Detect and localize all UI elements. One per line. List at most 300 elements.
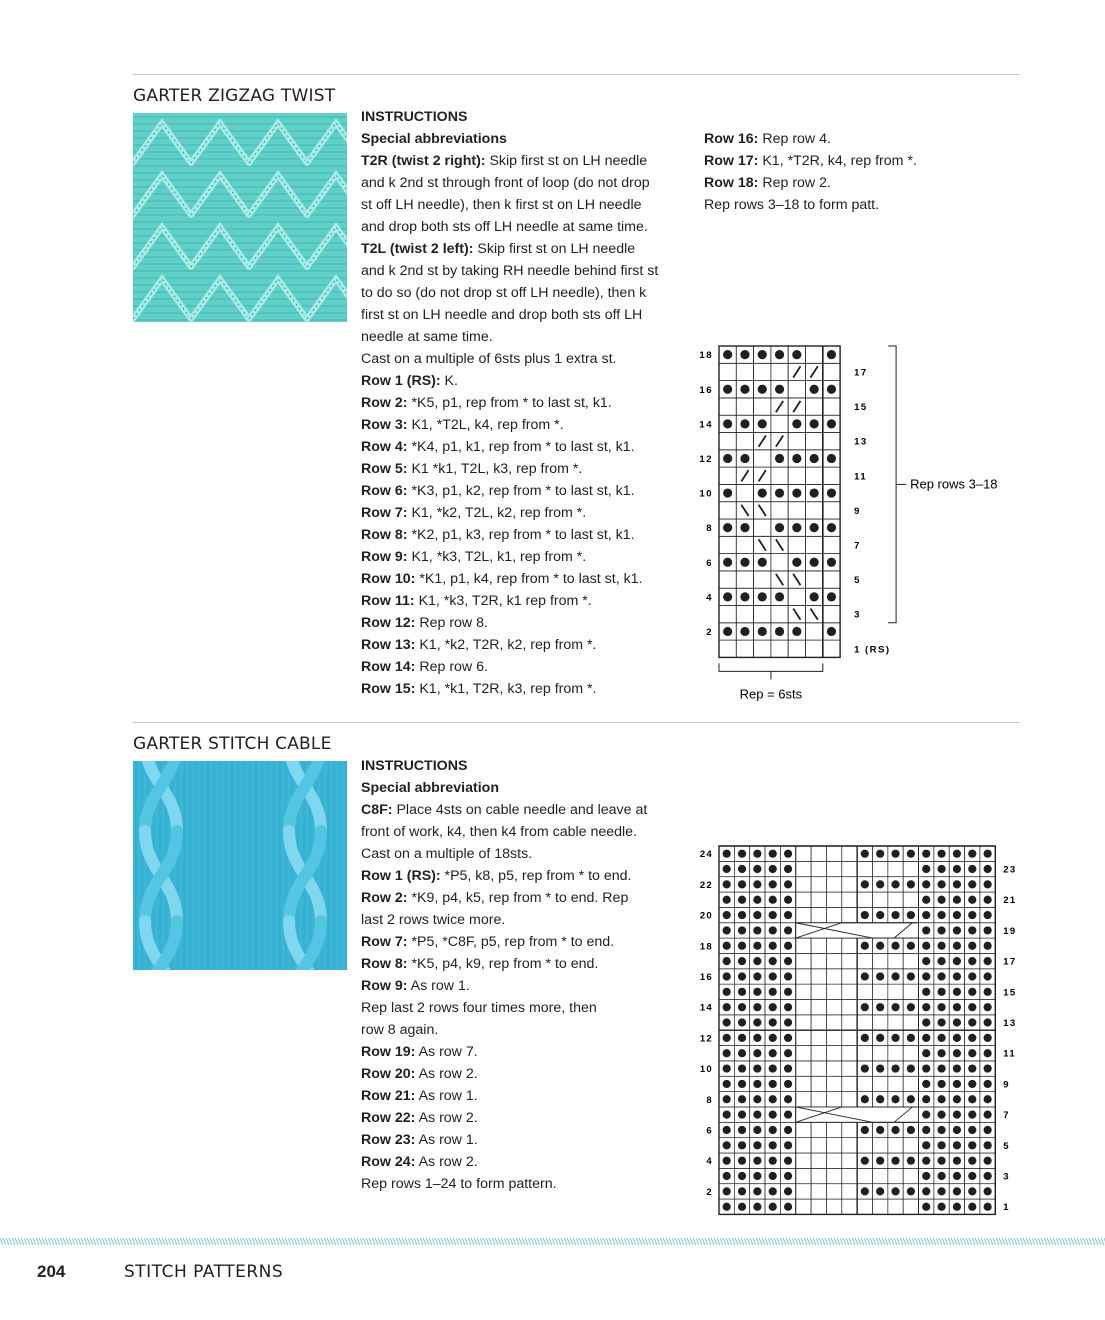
chart-cell (842, 1122, 857, 1137)
purl-dot (738, 896, 746, 904)
chart-cell (823, 536, 840, 553)
purl-dot (769, 942, 777, 950)
purl-dot (738, 942, 746, 950)
purl-dot (784, 1141, 792, 1149)
chart-cell (811, 984, 826, 999)
purl-dot (953, 865, 961, 873)
chart-cell (754, 398, 771, 415)
purl-dot (922, 911, 930, 919)
chart-cell (857, 1168, 872, 1183)
purl-dot (753, 880, 761, 888)
purl-dot (740, 385, 749, 394)
instructions-column-1 (361, 755, 691, 1195)
purl-dot (784, 957, 792, 965)
instruction-line: Row 4: *K4, p1, k1, rep from * to last st, k1. (361, 439, 635, 455)
purl-dot (738, 1172, 746, 1180)
purl-dot (922, 957, 930, 965)
instruction-line: Row 21: As row 1. (361, 1088, 478, 1104)
purl-dot (723, 880, 731, 888)
purl-dot (968, 926, 976, 934)
purl-dot (937, 942, 945, 950)
chart-cell (888, 1199, 903, 1214)
instruction-line: Row 11: K1, *k3, T2R, k1 rep from *. (361, 593, 592, 609)
purl-dot (723, 1141, 731, 1149)
purl-dot (876, 1095, 884, 1103)
row-number-right: 11 (854, 471, 868, 483)
row-label: Row 15: (361, 681, 416, 697)
purl-dot (723, 1172, 731, 1180)
chart-cell (754, 450, 771, 467)
purl-dot (968, 896, 976, 904)
chart-cell (796, 1000, 811, 1015)
purl-dot (738, 926, 746, 934)
instruction-line: and k 2nd st through front of loop (do not drop (361, 175, 650, 191)
purl-dot (723, 926, 731, 934)
instruction-line: Row 6: *K3, p1, k2, rep from * to last st, k1. (361, 483, 635, 499)
row-number-right: 7 (1003, 1110, 1010, 1122)
purl-dot (758, 627, 767, 636)
purl-dot (953, 1141, 961, 1149)
row-number-right: 17 (1003, 956, 1017, 968)
purl-dot (984, 926, 992, 934)
chart-cell (796, 938, 811, 953)
chart-cell (736, 363, 753, 380)
swatch-photo-garter-zigzag-twist (133, 113, 347, 322)
purl-dot (723, 1111, 731, 1119)
chart-cell (719, 398, 736, 415)
purl-dot (784, 1126, 792, 1134)
chart-cell (796, 1184, 811, 1199)
chart-cell (842, 1199, 857, 1214)
chart-cell (754, 571, 771, 588)
purl-dot (753, 972, 761, 980)
chart-cell (811, 1168, 826, 1183)
chart-cell (796, 984, 811, 999)
purl-dot (922, 880, 930, 888)
purl-dot (769, 1126, 777, 1134)
row-number-left: 10 (699, 488, 713, 500)
chart-cell (823, 571, 840, 588)
cable-cross-cell (796, 1107, 919, 1122)
row-number-left: 14 (699, 419, 713, 431)
purl-dot (937, 850, 945, 858)
purl-dot (891, 1095, 899, 1103)
chart-cell (788, 381, 805, 398)
purl-dot (953, 926, 961, 934)
chart-cell (857, 861, 872, 876)
purl-dot (738, 1187, 746, 1195)
purl-dot (753, 1064, 761, 1072)
purl-dot (984, 880, 992, 888)
chart-cell (811, 1122, 826, 1137)
instruction-line: Row 24: As row 2. (361, 1154, 478, 1170)
row-label: Row 9: (361, 978, 408, 994)
chart-cell (796, 907, 811, 922)
chart-cell (811, 969, 826, 984)
purl-dot (984, 850, 992, 858)
purl-dot (876, 942, 884, 950)
chart-cell (857, 1199, 872, 1214)
purl-dot (922, 1111, 930, 1119)
purl-dot (861, 850, 869, 858)
chart-cell (842, 877, 857, 892)
purl-dot (968, 942, 976, 950)
chart-cell (811, 1000, 826, 1015)
row-number-right: 19 (1003, 925, 1017, 937)
purl-dot (922, 988, 930, 996)
page-number: 204 (37, 1262, 66, 1281)
purl-dot (784, 1172, 792, 1180)
section-title: GARTER STITCH CABLE (133, 734, 332, 754)
purl-dot (784, 1111, 792, 1119)
purl-dot (784, 972, 792, 980)
rep-stitches-bracket (719, 663, 823, 671)
purl-dot (784, 850, 792, 858)
chart-cell (826, 938, 841, 953)
chart-cell (873, 861, 888, 876)
chart-cell (719, 363, 736, 380)
purl-dot (953, 1034, 961, 1042)
instruction-line: st off LH needle), then k first st on LH needle (361, 197, 642, 213)
purl-dot (937, 1111, 945, 1119)
chart-cell (842, 1046, 857, 1061)
instruction-line: Row 2: *K9, p4, k5, rep from * to end. Rep (361, 890, 629, 906)
chart-cell (826, 1184, 841, 1199)
purl-dot (937, 1049, 945, 1057)
purl-dot (723, 957, 731, 965)
row-number-left: 16 (699, 384, 713, 396)
chart-cell (873, 1046, 888, 1061)
chart-cell (754, 519, 771, 536)
chart-cell (811, 892, 826, 907)
purl-dot (769, 957, 777, 965)
purl-dot (891, 911, 899, 919)
instruction-line: Cast on a multiple of 6sts plus 1 extra st. (361, 351, 617, 367)
chart-cell (754, 640, 771, 657)
chart-cell (719, 606, 736, 623)
purl-dot (738, 1157, 746, 1165)
purl-dot (723, 911, 731, 919)
chart-cell (823, 398, 840, 415)
purl-dot (907, 1187, 915, 1195)
section-divider (133, 722, 1020, 723)
purl-dot (738, 880, 746, 888)
chart-cell (811, 907, 826, 922)
chart-cell (826, 1000, 841, 1015)
chart-cell (719, 502, 736, 519)
chart-cell (903, 1046, 918, 1061)
purl-dot (861, 1064, 869, 1072)
row-number-left: 8 (706, 1094, 713, 1106)
purl-dot (723, 850, 731, 858)
purl-dot (769, 1111, 777, 1119)
purl-dot (753, 1141, 761, 1149)
chart-cell (719, 536, 736, 553)
chart-cell (857, 1015, 872, 1030)
chart-cell (736, 398, 753, 415)
chart-cell (796, 1061, 811, 1076)
purl-dot (937, 1018, 945, 1026)
purl-dot (968, 1203, 976, 1211)
chart-cell (903, 861, 918, 876)
purl-dot (984, 865, 992, 873)
purl-dot (753, 1172, 761, 1180)
chart-cell (842, 1076, 857, 1091)
purl-dot (968, 1095, 976, 1103)
purl-dot (953, 1064, 961, 1072)
purl-dot (758, 558, 767, 567)
row-label: Row 8: (361, 527, 408, 543)
purl-dot (753, 957, 761, 965)
purl-dot (984, 957, 992, 965)
cable-cross-cell (796, 923, 919, 938)
chart-cell (842, 1184, 857, 1199)
purl-dot (907, 911, 915, 919)
purl-dot (984, 1018, 992, 1026)
row-number-right: 11 (1003, 1048, 1016, 1060)
purl-dot (738, 1018, 746, 1026)
instruction-line: C8F: Place 4sts on cable needle and leave at (361, 802, 648, 818)
chart-cell (873, 892, 888, 907)
purl-dot (753, 1003, 761, 1011)
purl-dot (827, 454, 836, 463)
rep-rows-bracket (888, 346, 896, 623)
row-label: Row 2: (361, 890, 408, 906)
purl-dot (738, 1141, 746, 1149)
chart-cell (873, 984, 888, 999)
purl-dot (769, 1203, 777, 1211)
purl-dot (784, 896, 792, 904)
chart-cell (796, 877, 811, 892)
purl-dot (922, 865, 930, 873)
chart-cell (826, 1061, 841, 1076)
chart-cell (888, 1015, 903, 1030)
chart-cell (811, 1184, 826, 1199)
purl-dot (784, 1018, 792, 1026)
purl-dot (753, 1111, 761, 1119)
instruction-line: Row 5: K1 *k1, T2L, k3, rep from *. (361, 461, 583, 477)
instruction-line: Row 8: *K5, p4, k9, rep from * to end. (361, 956, 599, 972)
purl-dot (740, 558, 749, 567)
instructions-heading: INSTRUCTIONS (361, 109, 468, 125)
chart-cell (888, 1138, 903, 1153)
instruction-line: Row 12: Rep row 8. (361, 615, 488, 631)
purl-dot (784, 865, 792, 873)
purl-dot (738, 1003, 746, 1011)
row-label: Row 9: (361, 549, 408, 565)
purl-dot (775, 350, 784, 359)
chart-garter-stitch-cable (690, 838, 1030, 1218)
chart-cell (873, 1076, 888, 1091)
chart-cell (842, 1138, 857, 1153)
purl-dot (922, 1080, 930, 1088)
row-label: Row 23: (361, 1132, 416, 1148)
chart-cell (826, 877, 841, 892)
purl-dot (922, 1018, 930, 1026)
purl-dot (953, 911, 961, 919)
purl-dot (968, 1018, 976, 1026)
purl-dot (738, 1203, 746, 1211)
chart-cell (842, 1000, 857, 1015)
purl-dot (937, 1080, 945, 1088)
purl-dot (740, 592, 749, 601)
chart-cell (806, 502, 823, 519)
chart-cell (842, 846, 857, 861)
chart-cell (826, 892, 841, 907)
chart-cell (796, 1030, 811, 1045)
chart-cell (719, 433, 736, 450)
chart-cell (842, 1030, 857, 1045)
chart-cell (811, 861, 826, 876)
purl-dot (922, 942, 930, 950)
purl-dot (827, 523, 836, 532)
purl-dot (738, 957, 746, 965)
purl-dot (861, 1095, 869, 1103)
purl-dot (984, 1034, 992, 1042)
chart-cell (806, 398, 823, 415)
chart-cell (857, 953, 872, 968)
chart-cell (771, 415, 788, 432)
chart-cell (754, 606, 771, 623)
chart-cell (842, 861, 857, 876)
row-number-left: 20 (699, 910, 713, 922)
chart-cell (811, 1030, 826, 1045)
purl-dot (953, 1172, 961, 1180)
chart-cell (771, 467, 788, 484)
purl-dot (861, 972, 869, 980)
purl-dot (827, 385, 836, 394)
chart-cell (796, 1076, 811, 1091)
purl-dot (937, 957, 945, 965)
row-label: Row 7: (361, 934, 408, 950)
purl-dot (769, 926, 777, 934)
chart-cell (811, 1092, 826, 1107)
purl-dot (769, 1080, 777, 1088)
purl-dot (984, 1080, 992, 1088)
instruction-line: Rep rows 3–18 to form patt. (704, 197, 880, 213)
row-label: Row 14: (361, 659, 416, 675)
purl-dot (937, 1003, 945, 1011)
chart-cell (788, 536, 805, 553)
chart-cell (811, 938, 826, 953)
purl-dot (784, 926, 792, 934)
chart-cell (806, 433, 823, 450)
purl-dot (907, 850, 915, 858)
purl-dot (937, 1064, 945, 1072)
row-label: Row 7: (361, 505, 408, 521)
purl-dot (723, 385, 732, 394)
row-number-right: 3 (854, 609, 861, 621)
purl-dot (891, 850, 899, 858)
purl-dot (907, 1126, 915, 1134)
chart-cell (826, 1153, 841, 1168)
purl-dot (827, 592, 836, 601)
purl-dot (968, 1141, 976, 1149)
purl-dot (784, 1049, 792, 1057)
chart-cell (806, 467, 823, 484)
purl-dot (792, 627, 801, 636)
purl-dot (784, 1034, 792, 1042)
purl-dot (769, 1095, 777, 1103)
row-label: T2R (twist 2 right): (361, 153, 486, 169)
purl-dot (723, 1003, 731, 1011)
instruction-line: Rep last 2 rows four times more, then (361, 1000, 597, 1016)
purl-dot (984, 1126, 992, 1134)
row-number-left: 2 (706, 1186, 713, 1198)
purl-dot (738, 1064, 746, 1072)
chart-cell (811, 1015, 826, 1030)
purl-dot (723, 1080, 731, 1088)
chart-cell (888, 984, 903, 999)
row-number-left: 12 (699, 453, 713, 465)
purl-dot (876, 972, 884, 980)
chart-garter-zigzag-twist (690, 340, 1010, 705)
purl-dot (769, 1049, 777, 1057)
purl-dot (984, 988, 992, 996)
chart-cell (826, 984, 841, 999)
chart-cell (842, 969, 857, 984)
purl-dot (769, 850, 777, 858)
purl-dot (861, 911, 869, 919)
purl-dot (984, 896, 992, 904)
purl-dot (723, 896, 731, 904)
chart-cell (796, 1122, 811, 1137)
purl-dot (753, 1034, 761, 1042)
purl-dot (740, 523, 749, 532)
instruction-line: needle at same time. (361, 329, 493, 345)
instruction-line: T2R (twist 2 right): Skip first st on LH needle (361, 153, 648, 169)
purl-dot (937, 1095, 945, 1103)
purl-dot (740, 454, 749, 463)
row-label: Row 20: (361, 1066, 416, 1082)
instruction-line: Row 17: K1, *T2R, k4, rep from *. (704, 153, 917, 169)
purl-dot (738, 1049, 746, 1057)
row-number-left: 24 (699, 849, 713, 861)
purl-dot (968, 957, 976, 965)
purl-dot (984, 1049, 992, 1057)
purl-dot (876, 1187, 884, 1195)
instruction-line: Row 13: K1, *k2, T2R, k2, rep from *. (361, 637, 597, 653)
purl-dot (984, 1111, 992, 1119)
chart-cell (796, 861, 811, 876)
instruction-line: Row 2: *K5, p1, rep from * to last st, k1. (361, 395, 612, 411)
chart-cell (806, 623, 823, 640)
purl-dot (753, 942, 761, 950)
purl-dot (753, 988, 761, 996)
row-number-right: 5 (1003, 1140, 1010, 1152)
purl-dot (937, 1141, 945, 1149)
purl-dot (784, 1080, 792, 1088)
purl-dot (937, 1203, 945, 1211)
purl-dot (758, 350, 767, 359)
chart-cell (719, 640, 736, 657)
purl-dot (723, 1095, 731, 1103)
purl-dot (827, 627, 836, 636)
running-section-title: STITCH PATTERNS (124, 1262, 284, 1282)
instruction-line: Row 14: Rep row 6. (361, 659, 488, 675)
purl-dot (769, 1018, 777, 1026)
purl-dot (922, 1003, 930, 1011)
chart-cell (811, 1061, 826, 1076)
purl-dot (753, 926, 761, 934)
purl-dot (953, 1203, 961, 1211)
row-label: Row 8: (361, 956, 408, 972)
chart-cell (842, 907, 857, 922)
purl-dot (784, 911, 792, 919)
row-label: Row 13: (361, 637, 416, 653)
chart-cell (811, 877, 826, 892)
purl-dot (775, 592, 784, 601)
